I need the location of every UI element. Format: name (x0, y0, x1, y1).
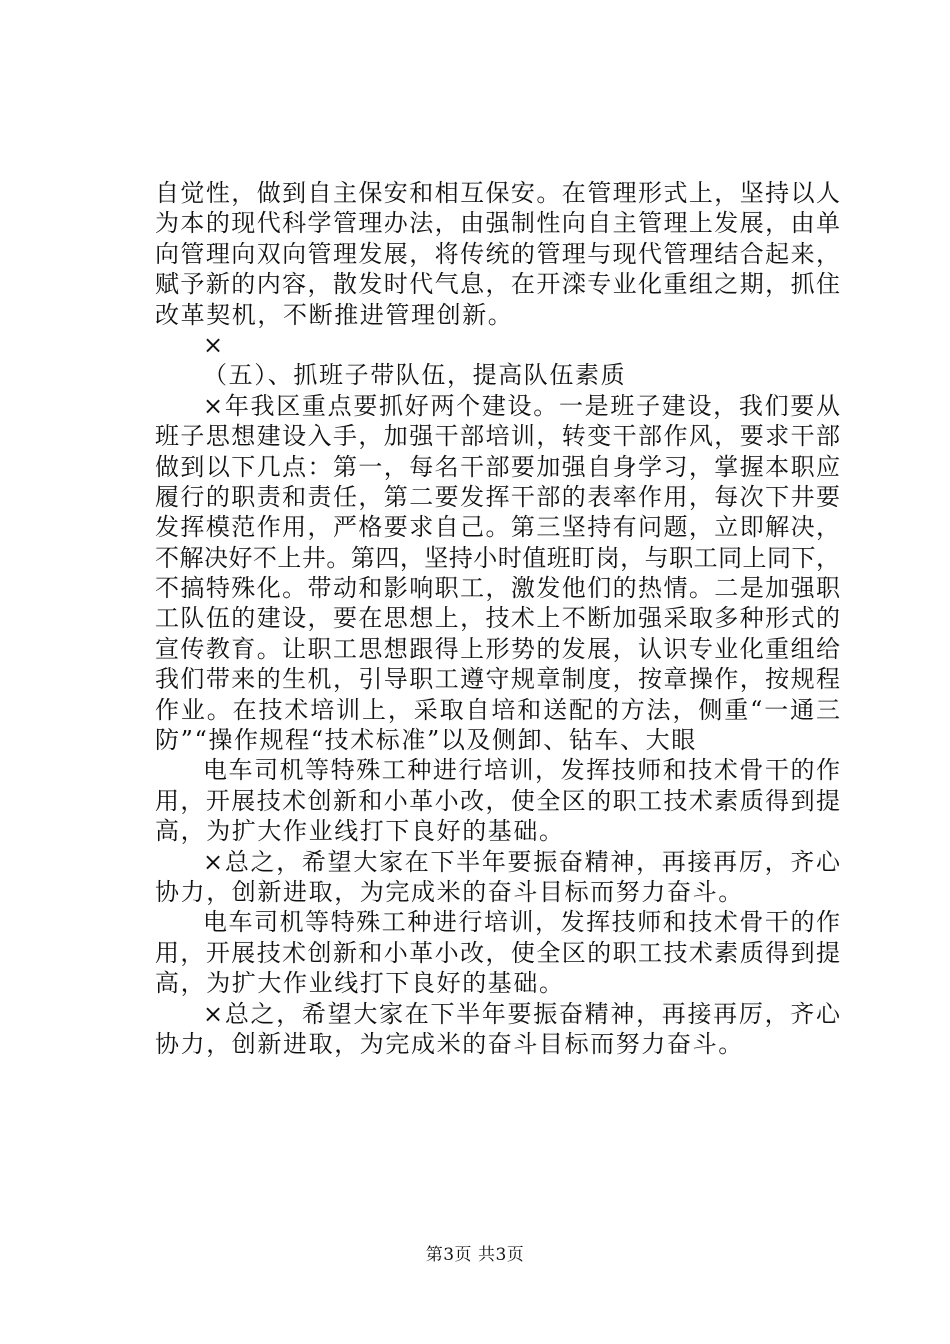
paragraph-line: 协力，创新进取，为完成米的奋斗目标而努力奋斗。 (155, 1029, 744, 1058)
paragraph-line: 协力，创新进取，为完成米的奋斗目标而努力奋斗。 (155, 877, 744, 906)
paragraph-line: 高，为扩大作业线打下良好的基础。 (155, 817, 565, 846)
paragraph-line: 不解决好不上井。第四，坚持小时值班盯岗，与职工同上同下， (155, 543, 840, 572)
paragraph-line: 向管理向双向管理发展，将传统的管理与现代管理结合起来， (155, 239, 840, 268)
paragraph-line: 用，开展技术创新和小革小改，使全区的职工技术素质得到提 (155, 786, 840, 815)
paragraph-line: 电车司机等特殊工种进行培训，发挥技师和技术骨干的作 (203, 908, 840, 937)
paragraph-line: 自觉性，做到自主保安和相互保安。在管理形式上，坚持以人 (155, 179, 840, 207)
paragraph-line: 工队伍的建设，要在思想上，技术上不断加强采取多种形式的 (155, 604, 840, 633)
paragraph-line: 高，为扩大作业线打下良好的基础。 (155, 969, 565, 998)
paragraph-line: 用，开展技术创新和小革小改，使全区的职工技术素质得到提 (155, 938, 840, 967)
page-number-footer: 第3页 共3页 (425, 1245, 525, 1265)
paragraph-line: 做到以下几点：第一，每名干部要加强自身学习，掌握本职应 (155, 452, 840, 481)
body-text (155, 178, 840, 1059)
section-heading: （五）、抓班子带队伍，提高队伍素质 (203, 361, 627, 390)
paragraph-line: 宣传教育。让职工思想跟得上形势的发展，认识专业化重组给 (155, 634, 840, 663)
paragraph-line: 班子思想建设入手，加强干部培训，转变干部作风，要求干部 (155, 422, 840, 451)
paragraph-line: 电车司机等特殊工种进行培训，发挥技师和技术骨干的作 (203, 756, 840, 785)
paragraph-line: 赋予新的内容，散发时代气息，在开滦专业化重组之期，抓住 (155, 270, 840, 299)
paragraph-line: 不搞特殊化。带动和影响职工，激发他们的热情。二是加强职 (155, 574, 840, 603)
paragraph-line: ×总之，希望大家在下半年要振奋精神，再接再厉，齐心 (203, 999, 840, 1028)
placeholder-mark: × (203, 330, 225, 359)
paragraph-line: 作业。在技术培训上，采取自培和送配的方法，侧重“一通三 (155, 695, 840, 724)
paragraph-line: ×总之，希望大家在下半年要振奋精神，再接再厉，齐心 (203, 847, 840, 876)
paragraph-line: ×年我区重点要抓好两个建设。一是班子建设，我们要从 (203, 391, 840, 420)
paragraph-line: 履行的职责和责任，第二要发挥干部的表率作用，每次下井要 (155, 482, 840, 511)
paragraph-line: 改革契机，不断推进管理创新。 (155, 300, 514, 329)
paragraph-line: 为本的现代科学管理办法，由强制性向自主管理上发展，由单 (155, 209, 840, 238)
paragraph-line: 我们带来的生机，引导职工遵守规章制度，按章操作，按规程 (155, 665, 840, 694)
paragraph-line: 防”“操作规程“技术标准”以及侧卸、钻车、大眼 (155, 726, 697, 755)
paragraph-line: 发挥模范作用，严格要求自己。第三坚持有问题，立即解决， (155, 513, 840, 542)
